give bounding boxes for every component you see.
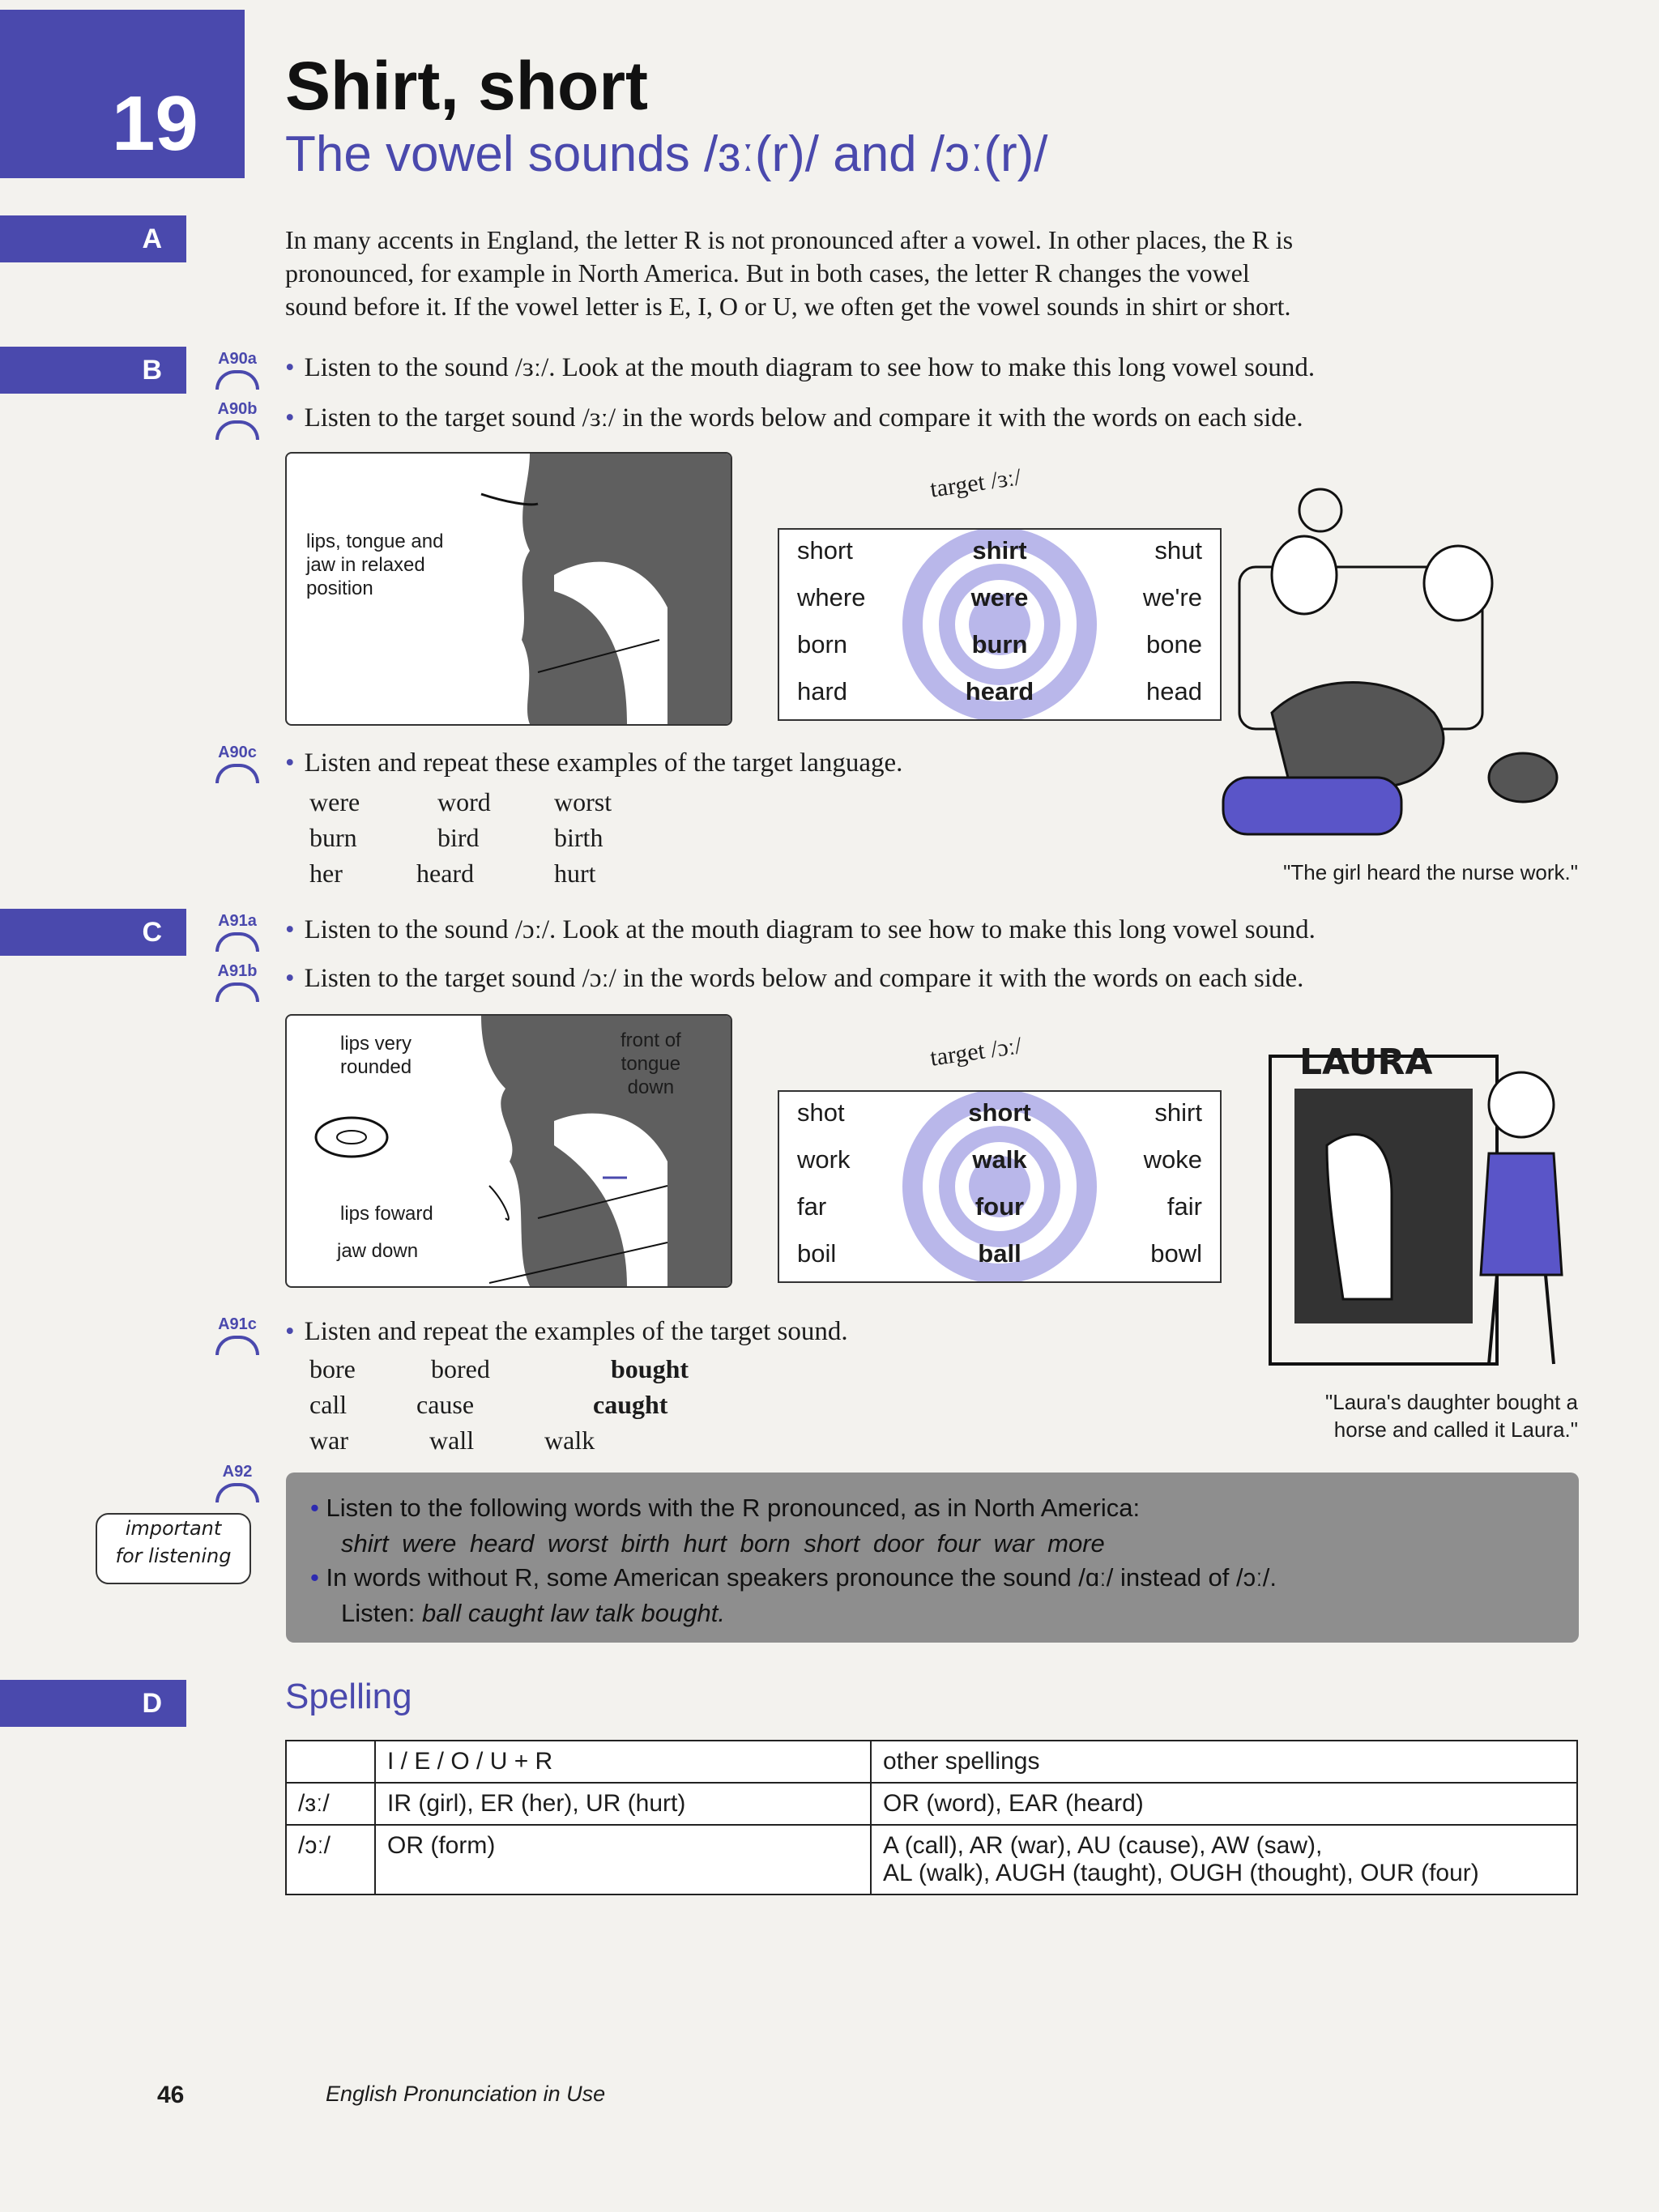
bullet-item: • Listen to the target sound /ɔː/ in the words below and compare it with the words on each side. (285, 964, 1304, 993)
section-tab-d: D (0, 1680, 186, 1727)
table-row: short shirt shut (797, 536, 1202, 565)
important-for-listening-note: important for listening (96, 1513, 251, 1584)
table-row: hard heard head (797, 677, 1202, 705)
mouth-diagram-relaxed (285, 452, 732, 726)
target-label: target /ɔː/ (928, 1032, 1024, 1072)
audio-track-icon[interactable]: A91c (212, 1315, 262, 1357)
note-bullet: • Listen to the following words with the R pronounced, as in North America: (310, 1494, 1141, 1522)
laura-sign: LAURA (1299, 1042, 1433, 1083)
audio-track-icon[interactable]: A90b (212, 400, 262, 442)
spelling-table (285, 1740, 1578, 1895)
horse-stable-cartoon-illustration (1254, 1032, 1586, 1372)
bullet-text: Listen to the sound /ɜː/. Look at the mouth diagram to see how to make this long vowel sound. (304, 353, 1316, 382)
diagram-label: lips, tongue and jaw in relaxed position (306, 531, 444, 599)
audio-track-icon[interactable]: A90a (212, 350, 262, 392)
audio-track-icon[interactable]: A91b (212, 962, 262, 1004)
page-title: Shirt, short (285, 48, 649, 124)
table-row: work walk woke (797, 1145, 1202, 1174)
note-bullet: • In words without R, some American speakers pronounce the sound /ɑː/ instead of /ɔː/. (310, 1563, 1277, 1592)
bullet-text: Listen and repeat these examples of the target language. (304, 748, 903, 778)
table-row: where were we're (797, 583, 1202, 612)
bullet-text: Listen to the target sound /ɜː/ in the words below and compare it with the words on each side. (304, 403, 1303, 433)
nurse-cartoon-illustration (1191, 470, 1588, 850)
section-a-line-1: In many accents in England, the letter R is not pronounced after a vowel. In other places, the R is (285, 225, 1294, 254)
bullet-text: Listen to the target sound /ɔː/ in the words below and compare it with the words on each side. (304, 964, 1304, 993)
diagram-label: front of tongue down (621, 1029, 681, 1098)
section-a-paragraph (285, 224, 1581, 323)
table-row: /ɔː/ OR (form) A (call), AR (war), AU (cause), AW (saw), AL (walk), AUGH (taught), OUGH (thought), OUR (four) (286, 1825, 1577, 1894)
target-label: target /ɜː/ (928, 463, 1023, 503)
section-tab-c: C (0, 909, 186, 956)
bullet-item: • Listen and repeat the examples of the target sound. (285, 1317, 848, 1346)
table-row: /ɜː/ IR (girl), ER (her), UR (hurt) OR (word), EAR (heard) (286, 1783, 1577, 1825)
mouth-diagram-rounded (285, 1014, 732, 1288)
note-word-list: shirt were heard worst birth hurt born short door four war more (341, 1529, 1105, 1558)
book-title: English Pronunciation in Use (326, 2082, 606, 2106)
bullet-item: • Listen to the sound /ɜː/. Look at the mouth diagram to see how to make this long vowel sound. (285, 353, 1316, 382)
table-header-row: I / E / O / U + R other spellings (286, 1741, 1577, 1783)
bullet-text: Listen to the sound /ɔː/. Look at the mouth diagram to see how to make this long vowel sound. (304, 915, 1316, 944)
section-a-line-2: pronounced, for example in North America. But in both cases, the letter R changes the vowel (285, 258, 1250, 288)
cartoon-caption: "Laura's daughter bought a horse and called it Laura." (1325, 1390, 1578, 1442)
diagram-label: lips foward (340, 1203, 433, 1225)
diagram-label: jaw down (337, 1240, 419, 1262)
table-row: shot short shirt (797, 1098, 1202, 1127)
example-words: were word worst burn bird birth her heard hurt (309, 787, 612, 888)
target-word-table (778, 528, 1222, 721)
bullet-text: Listen and repeat the examples of the target sound. (304, 1317, 848, 1346)
bullet-item: • Listen to the target sound /ɜː/ in the words below and compare it with the words on each side. (285, 403, 1303, 433)
audio-track-icon[interactable]: A91a (212, 912, 262, 954)
unit-number: 19 (112, 80, 198, 167)
page-number: 46 (157, 2082, 185, 2108)
spelling-heading: Spelling (285, 1677, 412, 1716)
section-tab-a: A (0, 215, 186, 262)
note-listen-line: Listen: ball caught law talk bought. (341, 1599, 725, 1627)
bullet-item: • Listen to the sound /ɔː/. Look at the mouth diagram to see how to make this long vowel sound. (285, 915, 1316, 944)
diagram-label: lips very rounded (340, 1033, 412, 1078)
section-tab-b: B (0, 347, 186, 394)
table-row: far four fair (797, 1192, 1202, 1221)
page-subtitle: The vowel sounds /ɜː(r)/ and /ɔː(r)/ (285, 126, 1048, 182)
american-pronunciation-note (286, 1473, 1579, 1643)
bullet-item: • Listen and repeat these examples of the target language. (285, 748, 903, 778)
section-a-line-3: sound before it. If the vowel letter is E, I, O or U, we often get the vowel sounds in shirt or short. (285, 292, 1291, 321)
target-word-table (778, 1090, 1222, 1283)
table-row: boil ball bowl (797, 1239, 1202, 1268)
spelling-table-wrapper (285, 1740, 1578, 1895)
unit-number-box (0, 10, 245, 178)
audio-track-icon[interactable]: A92 (212, 1463, 262, 1505)
table-row: born burn bone (797, 630, 1202, 658)
example-words: bore bored bought call cause caught war wall walk (309, 1354, 689, 1455)
cartoon-caption: "The girl heard the nurse work." (1283, 860, 1578, 884)
audio-track-icon[interactable]: A90c (212, 744, 262, 786)
